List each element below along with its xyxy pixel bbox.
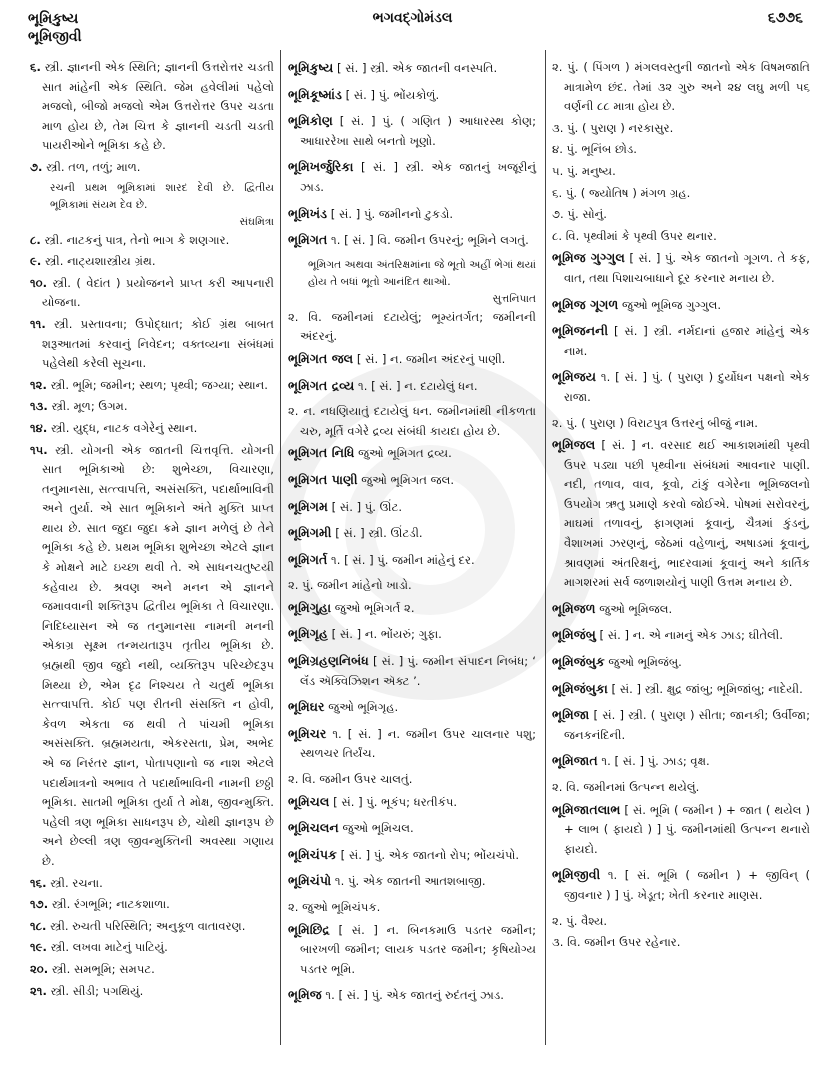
entry-headword: ભૂમિગુહા — [288, 599, 332, 615]
entry-definition: [ સં. ] ન. વરસાદ થઈ આકાશમાંથી પૃથ્વી ઉપર પડ્યા પછી પૃથ્વીના સંબંધમાં આવનાર પાણી. નદી, તળાવ, વાવ, કૂવો, ટાંકું વગેરેના ભૂમિજલનો ઉપયોગ ઋતુ પ્રમાણે કરવો જોઈએ. પોષમાં સરોવરનું, માઘમાં તળાવનું, ફાગણમાં કૂવાનું, ચૈત્રમાં કુંડનું, વૈશાખમાં ઝરણનું, જેઠમાં વહેળાનું, અષાડમાં કૂવાનું, શ્રાવણમાં અંતરિક્ષનું, ભાદરવામાં કૂવાનું અને કાર્તિક માગશરમાં સર્વ જળાશયોનું પાણી ઉત્તમ મનાય છે. — [564, 438, 810, 590]
entry-definition: જુઓ ભૂમિગર્ત ૨. — [334, 600, 415, 615]
sense-text: સ્ત્રી. રચના. — [50, 875, 103, 890]
sub-sense — [552, 414, 810, 434]
entry-definition: [ સં. ] પું. ભૂકંપ; ધરતીકંપ. — [333, 794, 458, 809]
sense-text: સ્ત્રી. તળ, તળું; માળ. — [46, 159, 141, 174]
numbered-sense — [30, 252, 274, 272]
entry-headword: ભૂમિગત — [288, 232, 328, 248]
sense-text: સ્ત્રી. રંગભૂમિ; નાટકશાળા. — [51, 897, 170, 912]
dictionary-entry — [288, 624, 536, 645]
dictionary-entry — [288, 470, 536, 491]
guide-word-last: ભૂમિજીવી — [28, 29, 82, 45]
dictionary-entry — [552, 751, 810, 772]
sub-sense-text: ૭. પું. સોનું. — [552, 207, 607, 222]
sub-sense — [552, 778, 810, 798]
dictionary-entry — [288, 497, 536, 518]
dictionary-entry — [288, 58, 536, 79]
entry-definition: [ સં. ] સ્ત્રી. નર્મદાનાં હજાર માંહેનું એક નામ. — [564, 324, 810, 358]
sub-sense-text: ૫. પું. મનુષ્ય. — [552, 163, 616, 178]
sub-sense — [288, 402, 536, 441]
dictionary-entry — [552, 625, 810, 646]
quotation — [288, 257, 536, 308]
dictionary-entry — [552, 679, 810, 700]
entry-headword: ભૂમિખંડ — [288, 205, 328, 221]
entry-definition: [ સં. ] પું. ઊંટ. — [331, 499, 403, 514]
sense-number: ૮. — [30, 232, 41, 247]
entry-headword: ભૂમિગત નિધિ — [288, 445, 355, 461]
column-2 — [288, 58, 536, 1012]
sub-sense-text: ૨. વિ. જમીનમાં ઉત્પન્ન થયેલું. — [552, 780, 700, 794]
dictionary-entry — [552, 248, 810, 288]
numbered-sense — [30, 315, 274, 374]
entry-definition: ૧. [ સં. ] ન. દટાયેલું ધન. — [358, 378, 478, 393]
sub-sense-text: ૨. વિ. જમીનમાં દટાયેલું; ભૂમ્યંતર્ગત; જમીનની અંદરનું. — [288, 309, 536, 344]
dictionary-entry — [288, 598, 536, 619]
sense-number: ૧૮. — [30, 918, 47, 933]
entry-headword: ભૂમિગર્ત — [288, 551, 328, 567]
entry-headword: ભૂમિજનની — [552, 323, 609, 339]
sense-number: ૧૭. — [30, 897, 49, 912]
sense-text: સ્ત્રી. ભૂમિ; જમીન; સ્થળ; પૃથ્વી; જગ્યા; સ્થાન. — [50, 377, 268, 392]
sub-sense-text: ૮. વિ. પૃથ્વીમાં કે પૃથ્વી ઉપર થનાર. — [552, 228, 717, 243]
column-1 — [30, 58, 274, 1003]
numbered-sense — [30, 58, 274, 156]
sense-number: ૧૨. — [30, 377, 47, 392]
sub-sense-text: ૨. પું. ( પિંગળ ) મંગલવસ્તુની જાતનો એક વિષમજાતિ માત્રામેળ છંદ. તેમાં ૩૨ ગુરુ અને ૨૪ લઘુ મળી ૫૬ વર્ણની ૮૮ માત્રા હોય છે. — [552, 60, 810, 114]
dictionary-entry — [288, 230, 536, 251]
dictionary-entry — [288, 443, 536, 464]
entry-definition: [ સં. ] સ્ત્રી. ( પુરાણ ) સીતા; જાનકી; ઉર્વીજા; જનકનંદિની. — [564, 708, 811, 742]
entry-headword: ભૂમિચલ — [288, 793, 330, 809]
entry-headword: ભૂમિચંપક — [288, 846, 337, 862]
entry-definition: જુઓ ભૂમિજલ. — [599, 601, 673, 616]
entry-definition: [ સં. ] ન. બિનકમાઉ પડતર જમીન; બારખળી જમીન; લાયક પડતર જમીન; કૃષિયોગ્ય પડતર ભૂમિ. — [300, 922, 536, 976]
sub-sense-text: ૩. પું. ( પુરાણ ) નરકાસુર. — [552, 120, 674, 135]
entry-definition: [ સં. ] ન. ભોંયરું; ગુફા. — [331, 627, 442, 642]
entry-headword: ભૂમિજળ — [552, 600, 596, 616]
dictionary-entry — [288, 920, 536, 980]
guide-word-first: ભૂમિકુષ્ય — [28, 11, 79, 27]
sub-sense-text: ૪. પું. ભૂનિંબ છોડ. — [552, 142, 637, 157]
dictionary-entry — [552, 652, 810, 673]
entry-headword: ભૂમિગમ — [288, 498, 328, 514]
sense-text: સ્ત્રી. ( વેદાંત ) પ્રયોજનને પ્રાપ્ત કરી આપનારી યોજના. — [42, 275, 274, 310]
entry-definition: [ સં. ] પું. એક જાતનો ગૂગળ. તે કફ, વાત, તથા પિશાચબાધાને દૂર કરનાર મનાય છે. — [564, 251, 810, 285]
numbered-sense — [30, 419, 274, 439]
entry-headword: ભૂમિઘર — [288, 699, 325, 715]
dictionary-entry — [288, 651, 536, 691]
quotation-source: સંઘમિત્રા — [239, 215, 274, 228]
sub-sense — [552, 205, 810, 225]
entry-headword: ભૂમિગ્રહણનિબંધ — [288, 653, 369, 669]
dictionary-entry — [288, 349, 536, 370]
entry-definition: [ સં. ] પું. ભોંયકોળું. — [345, 87, 440, 102]
entry-definition: [ સં. ] પું. જમીનનો ટુકડો. — [330, 206, 454, 221]
sense-number: ૯. — [30, 254, 42, 269]
sub-sense-text: ૨. પું. ( પુરાણ ) વિરાટપુત્ર ઉત્તરનું બીજું નામ. — [552, 415, 758, 430]
dictionary-entry — [288, 818, 536, 839]
sense-number: ૨૦. — [30, 961, 49, 976]
entry-definition: જુઓ ભૂમિગત દ્રવ્ય. — [358, 446, 452, 461]
numbered-sense — [30, 917, 274, 937]
entry-headword: ભૂમિજય — [552, 369, 597, 385]
sense-text: સ્ત્રી. નાટકનું પાત્ર, તેનો ભાગ કે શણગાર. — [44, 232, 230, 247]
entry-definition: [ સં. ] ન. જમીન અંદરનું પાણી. — [356, 351, 506, 366]
entry-headword: ભૂમિગત જલ — [288, 350, 354, 366]
entry-definition: ૧. [ સં. ] ન. જમીન ઉપર ચાલનાર પશુ; સ્થળચર તિર્યંચ. — [300, 726, 537, 761]
dictionary-entry — [552, 295, 810, 316]
entry-definition: ૧. [ સં. ] પું. જમીન માંહેનું દર. — [331, 552, 475, 567]
entry-definition: [ સં. ] સ્ત્રી. ઊંટડી. — [335, 526, 423, 541]
sense-number: ૧૧. — [30, 316, 46, 331]
sense-number: ૧૫. — [30, 442, 48, 457]
column-3 — [552, 58, 810, 955]
sub-sense — [552, 162, 810, 182]
entry-headword: ભૂમિજંબુક — [552, 654, 605, 670]
sense-text: સ્ત્રી. પ્રસ્તાવના; ઉપોદ્ઘાત; કોઈ ગ્રંથ બાબત શરૂઆતમાં કરવાનું નિવેદન; વક્તવ્યના સંબંધમાં પહેલેથી કરેલી સૂચના. — [42, 316, 274, 371]
quotation — [30, 180, 274, 231]
dictionary-entry — [288, 376, 536, 397]
entry-definition: [ સં. ] પું. એક જાતનો રોપ; ભોંયચંપો. — [340, 847, 520, 862]
dictionary-entry — [288, 845, 536, 866]
entry-definition: [ સં. ] સ્ત્રી. ક્ષુદ્ર જાંબુ; ભૂમિજાંબુ; નાદેયી. — [611, 681, 803, 696]
numbered-sense — [30, 982, 274, 1002]
numbered-sense — [30, 274, 274, 313]
numbered-sense — [30, 938, 274, 958]
entry-definition: જુઓ ભૂમિજંબુ. — [608, 655, 682, 670]
sub-sense — [552, 58, 810, 117]
dictionary-entry — [288, 85, 536, 106]
sense-number: ૨૧. — [30, 983, 47, 998]
sense-number: ૧૯. — [30, 940, 47, 955]
entry-definition: જુઓ ભૂમિગત જલ. — [361, 472, 455, 487]
dictionary-entry — [288, 157, 536, 197]
dictionary-entry — [552, 321, 810, 361]
sense-text: સ્ત્રી. યોગની એક જાતની ચિત્તવૃત્તિ. યોગની સાત ભૂમિકાઓ છે: શુભેચ્છા, વિચારણા, તનુમાનસા, સત્ત્વાપત્તિ, અસંસક્તિ, પદાર્થાભાવિની અને તુર્યા. એ સાત ભૂમિકાને અંતે મુક્તિ પ્રાપ્ત થાય છે. સાત જુદા જુદા ક્રમે જ્ઞાન મળેલું છે તેને ભૂમિકા કહે છે. પ્રથમ ભૂમિકા શુભેચ્છા એટલે જ્ઞાન કે મોક્ષને માટે ઇચ્છા થવી તે. એ સાધનચતુષ્ટયી કહેવાય છે. શ્રવણ અને મનન એ જ્ઞાનને જમાવવાની શક્તિરૂપ દ્વિતીય ભૂમિકા તે વિચારણા. નિદિધ્યાસન એ જ તનુમાનસા નામની મનની એકાગ્ર સૂક્ષ્મ તન્મયતારૂપ તૃતીય ભૂમિકા છે. બ્રહ્મથી જીવ જુદો નથી, વ્યક્તિરૂપ પરિચ્છેદરૂપ મિથ્યા છે, એમ દૃઢ નિશ્ચય તે ચતુર્થ ભૂમિકા સત્ત્વાપત્તિ. કોઈ પણ રીતની સંસક્તિ ન હોવી, કેવળ એકતા જ થવી તે પાંચમી ભૂમિકા અસંસક્તિ. બ્રહ્મમયતા, એકરસતા, પ્રેમ, અભેદ એ જ નિરંતર જ્ઞાન, પોતાપણાનો જ નાશ એટલે પદાર્થમાત્રનો અભાવ તે પદાર્થાભાવિની નામની છઠ્ઠી ભૂમિકા. સાતમી ભૂમિકા તુર્યા તે મોક્ષ, જીવન્મુક્તિ. પહેલી ત્રણ ભૂમિકા સાધનરૂપ છે, ચોથી જ્ઞાનરૂપ છે અને છેલ્લી ત્રણ જીવન્મુક્તિની અવસ્થા ગણાય છે. — [42, 442, 275, 868]
sense-number: ૧૪. — [30, 420, 48, 435]
sub-sense — [552, 184, 810, 204]
quotation-source: સુત્તનિપાત — [492, 292, 536, 305]
sub-sense — [552, 140, 810, 160]
sub-sense-text: ૨. પું. જમીન માંહેનો ખાડો. — [288, 578, 412, 593]
numbered-sense — [30, 397, 274, 417]
dictionary-entry — [288, 985, 536, 1006]
entry-headword: ભૂમિજાતલાભ — [552, 801, 621, 817]
entry-definition: ૧. [ સં. ] પું. ( પુરાણ ) દુર્યોધન પક્ષનો એક રાજા. — [564, 370, 810, 404]
numbered-sense — [30, 376, 274, 396]
sense-text: સ્ત્રી. સમભૂમિ; સમપટ. — [51, 961, 155, 976]
sense-text: સ્ત્રી. જ્ઞાનની એક સ્થિતિ; જ્ઞાનની ઉત્તરોત્તર ચડતી સાત માંહેની એક સ્થિતિ. જેમ હવેલીમાં પહેલો મજલો, બીજો મજલો એમ ઉત્તરોત્તર ઉપર ચડતા માળ હોય છે, તેમ ચિત્ત કે જ્ઞાનની ચડતી ચડતી પાયરીઓને ભૂમિકા કહે છે. — [42, 60, 275, 153]
entry-headword: ભૂમિકોણ — [288, 113, 333, 129]
entry-definition: ૧. પું. એક જાતની આતશબાજી. — [334, 874, 486, 889]
sub-sense-text: ૨. જુઓ ભૂમિચંપક. — [288, 900, 381, 914]
sub-sense — [552, 227, 810, 247]
sub-sense-text: ૨. પું. વૈશ્ય. — [552, 913, 608, 928]
entry-headword: ભૂમિકુષ્ય — [288, 60, 334, 75]
entry-definition: [ સં. ] સ્ત્રી. એક જાતની વનસ્પતિ. — [337, 61, 498, 75]
entry-definition: ૧. [ સં. ભૂમિ ( જમીન ) + જીવિન્ ( જીવનાર ) ] પું. ખેડૂત; ખેતી કરનાર માણસ. — [564, 868, 811, 902]
entry-definition: ૧. [ સં. ] પું. ઝાડ; વૃક્ષ. — [601, 754, 710, 769]
entry-definition: જુઓ ભૂમિચલ. — [342, 821, 414, 836]
entry-definition: જુઓ ભૂમિગૃહ. — [328, 700, 399, 715]
dictionary-entry — [288, 550, 536, 571]
quotation-text: ભૂમિગત અથવા અંતરિક્ષમાંના જે ભૂતો અહીં ભેગાં થયાં હોય તે બધાં ભૂતો આનંદિત થાઓ. — [308, 258, 536, 288]
dictionary-entry — [288, 204, 536, 225]
numbered-sense — [30, 895, 274, 915]
sub-sense — [552, 933, 810, 953]
entry-headword: ભૂમિખર્જુરિકા — [288, 159, 354, 175]
dictionary-entry — [288, 792, 536, 813]
sense-text: સ્ત્રી. રુચતી પરિસ્થિતિ; અનુકૂળ વાતાવરણ. — [50, 918, 246, 933]
entry-headword: ભૂમિજા — [552, 707, 590, 723]
dictionary-entry — [288, 111, 536, 151]
numbered-sense — [30, 158, 274, 178]
sense-text: સ્ત્રી. મૂળ; ઉગમ. — [51, 399, 128, 414]
quotation-text: રચની પ્રથમ ભૂમિકામાં શારદ દેવી છે. દ્વિતીય ભૂમિકામાં સંયમ દેવ છે. — [50, 181, 274, 211]
entry-headword: ભૂમિજલ — [552, 437, 596, 453]
entry-headword: ભૂમિજ ગુગ્ગુલ — [552, 250, 625, 266]
entry-headword: ભૂમિગૃહ — [288, 626, 328, 642]
entry-definition: [ સં. ] ન. એ નામનું એક ઝાડ; ઘીતેલી. — [599, 628, 783, 643]
numbered-sense — [30, 441, 274, 872]
dictionary-entry — [552, 865, 810, 905]
entry-headword: ભૂમિગમી — [288, 525, 332, 541]
entry-definition: ૧. [ સં. ] વિ. જમીન ઉપરનું; ભૂમિને લગતું. — [331, 233, 529, 248]
entry-headword: ભૂમિજંબુકા — [552, 680, 608, 696]
column-divider — [280, 50, 281, 1045]
entry-headword: ભૂમિકૂષ્માંડ — [288, 86, 342, 102]
dictionary-entry — [288, 724, 536, 764]
page-title: ભગવદ્ગોમંડલ — [372, 10, 453, 26]
entry-headword: ભૂમિજ — [288, 987, 322, 1003]
sub-sense — [288, 308, 536, 347]
sub-sense — [288, 576, 536, 596]
dictionary-entry — [552, 800, 810, 860]
sense-text: સ્ત્રી. લખવા માટેનું પાટિયું. — [50, 940, 168, 955]
entry-headword: ભૂમિજ ગૂગળ — [552, 296, 619, 312]
dictionary-entry — [288, 871, 536, 892]
page-number: ૬૭૭૬ — [767, 10, 803, 26]
sense-text: સ્ત્રી. સીડી; પગથિયું. — [50, 983, 144, 998]
dictionary-entry — [552, 367, 810, 407]
sense-number: ૭. — [30, 159, 43, 174]
sub-sense-text: ૬. પું. ( જ્યોતિષ ) મંગળ ગ્રહ. — [552, 185, 691, 200]
dictionary-entry — [288, 697, 536, 718]
entry-headword: ભૂમિગત દ્રવ્ય — [288, 377, 355, 393]
sub-sense-text: ૩. વિ. જમીન ઉપર રહેનાર. — [552, 935, 681, 950]
dictionary-entry — [552, 705, 810, 745]
sense-number: ૬. — [30, 60, 41, 74]
entry-headword: ભૂમિજંબુ — [552, 627, 596, 643]
entry-headword: ભૂમિછિદ્ર — [288, 921, 330, 937]
sense-text: સ્ત્રી. યુદ્ધ, નાટક વગેરેનું સ્થાન. — [50, 420, 198, 435]
numbered-sense — [30, 874, 274, 894]
sense-number: ૧૦. — [30, 275, 48, 290]
entry-definition: ૧. [ સં. ] પું. એક જાતનું રુદંતનું ઝાડ. — [325, 988, 504, 1003]
dictionary-entry — [552, 599, 810, 620]
entry-definition: જુઓ ભૂમિજ ગુગ્ગુલ. — [622, 297, 722, 312]
dictionary-entry — [288, 523, 536, 544]
entry-definition: [ સં. ] પું. જમીન સંપાદન નિબંધ; ‘ લૅંડ ઍક્વિઝિશન ઍક્ટ ’. — [300, 654, 536, 688]
entry-headword: ભૂમિચર — [288, 725, 327, 741]
sub-sense-text: ૨. વિ. જમીન ઉપર ચાલતું. — [288, 772, 413, 787]
entry-definition: [ સં. ભૂમિ ( જમીન ) + જાત ( થયેલ ) + લાભ ( ફાયદો ) ] પું. જમીનમાંથી ઉત્પન્ન થનારો ફાયદો. — [564, 802, 810, 856]
sense-number: ૧૩. — [30, 399, 48, 414]
numbered-sense — [30, 960, 274, 980]
sense-number: ૧૬. — [30, 875, 47, 890]
column-divider — [545, 50, 546, 1045]
sub-sense — [288, 898, 536, 918]
entry-definition: [ સં. ] સ્ત્રી. એક જાતનું ખજૂરીનું ઝાડ. — [300, 160, 537, 194]
sub-sense — [552, 912, 810, 932]
entry-headword: ભૂમિજાત — [552, 753, 598, 769]
sub-sense — [288, 770, 536, 790]
numbered-sense — [30, 231, 274, 251]
entry-headword: ભૂમિચલન — [288, 820, 339, 836]
entry-headword: ભૂમિચંપો — [288, 873, 332, 889]
sense-text: સ્ત્રી. નાટ્યશાસ્ત્રીય ગ્રંથ. — [44, 254, 156, 269]
sub-sense-text: ૨. ન. નધણિયાતું દટાયેલું ધન. જમીનમાંથી નીકળતા ચરુ, મૂર્તિ વગેરે દ્રવ્ય સંબંધી કાયદા હોય છે. — [288, 404, 536, 438]
sub-sense — [552, 119, 810, 139]
dictionary-entry — [552, 435, 810, 593]
entry-headword: ભૂમિજીવી — [552, 867, 601, 883]
entry-headword: ભૂમિગત પાણી — [288, 471, 358, 487]
entry-definition: [ સં. ] પું. ( ગણિત ) આધારસ્થ કોણ; આધારરેખા સાથે બનતો ખૂણો. — [300, 114, 537, 148]
